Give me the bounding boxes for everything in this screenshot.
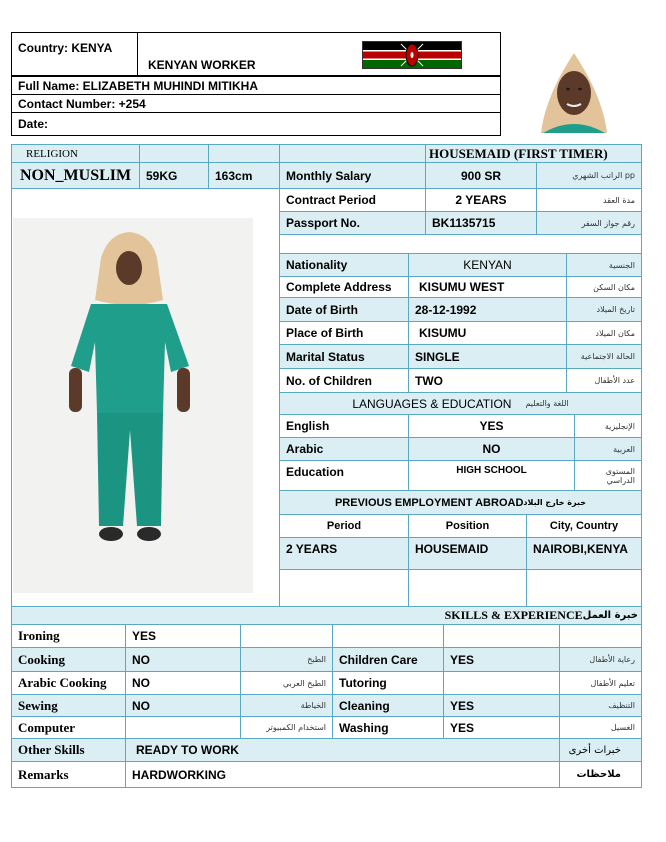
skill-tutoring-label: Tutoring [332,671,444,695]
salary-label: Monthly Salary [279,162,426,189]
passport-arabic: رقم جواز السفر [536,211,642,235]
employment-row-position: HOUSEMAID [408,537,527,570]
dob-label: Date of Birth [279,297,409,322]
weight-value: 59KG [139,162,209,189]
position-title: HOUSEMAID (FIRST TIMER) [425,144,642,163]
contact-number: Contact Number: +254 [11,94,501,113]
languages-title-arabic: اللغة والتعليم [525,399,569,408]
arabic-arabic: العربية [574,437,642,461]
education-value: HIGH SCHOOL [408,460,575,491]
skills-title [11,606,642,625]
dob-arabic: تاريخ الميلاد [566,297,642,322]
skill-arabic-cooking-value: NO [125,671,241,695]
skill-washing-arabic: الغسيل [559,716,642,739]
skill-sewing-label: Sewing [11,694,126,717]
remarks-value: HARDWORKING [125,761,560,788]
english-label: English [279,414,409,438]
marital-arabic: الحالة الاجتماعية [566,344,642,369]
skill-ironing-value: YES [125,624,241,648]
nationality-label: Nationality [279,253,409,277]
employment-header-city: City, Country [526,514,642,538]
height-value: 163cm [208,162,280,189]
skill-computer-arabic: استخدام الكمبيوتر [240,716,333,739]
skill-washing-value: YES [443,716,560,739]
skill-blank-arabic [559,624,642,648]
skill-childcare-arabic: رعاية الأطفال [559,647,642,672]
employment-empty-2 [408,569,527,607]
remarks-arabic: ملاحظات [559,761,642,788]
employment-empty-1 [279,569,409,607]
pob-arabic: مكان الميلاد [566,321,642,345]
children-arabic: عدد الأطفال [566,368,642,393]
skill-blank-label [332,624,444,648]
contract-period-label: Contract Period [279,188,426,212]
skills-title-text: SKILLS & EXPERIENCE [444,608,583,622]
employment-title-arabic: خبرة خارج البلاد [523,498,587,507]
skill-cleaning-value: YES [443,694,560,717]
skill-arabic-cooking-arabic: الطبخ العربي [240,671,333,695]
portrait-photo [523,49,625,133]
english-value: YES [408,414,575,438]
skill-sewing-arabic: الخياطة [240,694,333,717]
languages-title [279,392,642,415]
remarks-label: Remarks [11,761,126,788]
passport-value: BK1135715 [425,211,537,235]
employment-header-period: Period [279,514,409,538]
full-name: Full Name: ELIZABETH MUHINDI MITIKHA [11,76,501,95]
other-skills-arabic: خبرات أخرى [559,738,642,762]
address-value: KISUMU WEST [408,276,567,298]
nationality-value: KENYAN [408,253,567,277]
employment-row-city: NAIROBI,KENYA [526,537,642,570]
children-value: TWO [408,368,567,393]
contract-period-value: 2 YEARS [425,188,537,212]
address-label: Complete Address [279,276,409,298]
skill-computer-label: Computer [11,716,126,739]
skill-washing-label: Washing [332,716,444,739]
employment-empty-3 [526,569,642,607]
skill-arabic-cooking-label: Arabic Cooking [11,671,126,695]
marital-value: SINGLE [408,344,567,369]
pob-label: Place of Birth [279,321,409,345]
worker-title-text: KENYAN WORKER [148,58,256,72]
skills-title-arabic: خبرة العمل [582,610,638,621]
arabic-label: Arabic [279,437,409,461]
dob-value: 28-12-1992 [408,297,567,322]
religion-blank-1 [139,144,209,163]
skill-computer-value [125,716,241,739]
salary-arabic: الراتب الشهري pp [536,162,642,189]
full-body-photo [13,218,253,593]
passport-label: Passport No. [279,211,426,235]
other-skills-label: Other Skills [11,738,126,762]
religion-blank-3 [279,144,426,163]
religion-value: NON_MUSLIM [11,162,140,189]
skill-tutoring-arabic: تعليم الأطفال [559,671,642,695]
contract-period-arabic: مدة العقد [536,188,642,212]
religion-label: RELIGION [11,144,140,163]
skill-tutoring-value [443,671,560,695]
marital-label: Marital Status [279,344,409,369]
skill-blank-value [443,624,560,648]
education-label: Education [279,460,409,491]
skill-ironing-arabic [240,624,333,648]
employment-row-period: 2 YEARS [279,537,409,570]
skill-cleaning-label: Cleaning [332,694,444,717]
skill-ironing-label: Ironing [11,624,126,648]
religion-blank-2 [208,144,280,163]
skill-childcare-label: Children Care [332,647,444,672]
education-arabic: المستوى الدراسي [574,460,642,491]
employment-header-position: Position [408,514,527,538]
kenya-flag-icon [362,41,462,69]
english-arabic: الإنجليزية [574,414,642,438]
pob-value: KISUMU [408,321,567,345]
children-label: No. of Children [279,368,409,393]
date-field: Date: [11,112,501,136]
skill-childcare-value: YES [443,647,560,672]
country-label: Country: KENYA [11,32,138,76]
address-arabic: مكان السكن [566,276,642,298]
spacer-row [279,234,642,254]
employment-title [279,490,642,515]
skill-cleaning-arabic: التنظيف [559,694,642,717]
skill-cooking-arabic: الطبخ [240,647,333,672]
nationality-arabic: الجنسية [566,253,642,277]
employment-title-text: PREVIOUS EMPLOYMENT ABROAD [334,496,524,509]
skill-sewing-value: NO [125,694,241,717]
salary-value: 900 SR [425,162,537,189]
languages-title-text: LANGUAGES & EDUCATION [352,396,512,411]
skill-cooking-value: NO [125,647,241,672]
skill-cooking-label: Cooking [11,647,126,672]
other-skills-value: READY TO WORK [125,738,560,762]
arabic-value: NO [408,437,575,461]
